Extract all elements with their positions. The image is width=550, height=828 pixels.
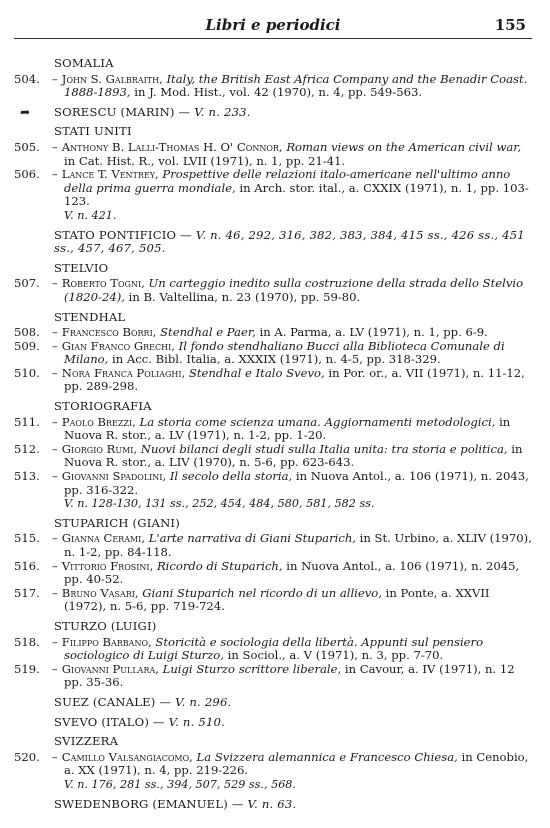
entry-publication: in Sociol., a. V (1971), n. 3, pp. 7-70. — [223, 648, 444, 663]
entry-publication: in Nuova R. stor., a. LIV (1970), n. 5-6, pp. 623-643. — [64, 441, 523, 470]
heading-text: SORESCU (MARIN) — — [54, 104, 191, 119]
entry-number: 519. — [14, 661, 40, 676]
section-heading — [54, 798, 532, 812]
bibliography-entry — [14, 367, 532, 394]
heading-text: SVEVO (ITALO) — — [54, 714, 165, 729]
entry-title: La Svizzera alemannica e Francesco Chiesa, — [196, 749, 458, 764]
entry-dash: – — [52, 441, 58, 456]
page-number: 155 — [494, 16, 526, 34]
entry-title: Giani Stuparich nel ricordo di un allievo, — [142, 585, 382, 600]
entry-dash: – — [52, 634, 58, 649]
entry-title: Il fondo stendhaliano Bucci alla Biblioteca Comunale di Milano, — [64, 338, 505, 367]
entry-author: John S. Galbraith, — [61, 71, 163, 86]
entry-cross-reference: V. n. 421. — [64, 208, 117, 222]
cross-reference: V. n. 63. — [247, 796, 297, 811]
entry-author: Lance T. Ventrey, — [61, 167, 159, 182]
entry-publication: in A. Parma, a. LV (1971), n. 1, pp. 6-9. — [255, 325, 488, 340]
heading-text: SOMALIA — [54, 56, 114, 70]
entry-author: Anthony B. Lalli-Thomas H. O' Connor, — [61, 139, 283, 154]
bibliography-entry — [14, 73, 532, 100]
entry-author: Giovanni Spadolini, — [61, 469, 167, 484]
entry-number: 506. — [14, 167, 40, 182]
entry-cross-reference: V. n. 128-130, 131 ss., 252, 454, 484, 580, 581, 582 ss. — [64, 497, 375, 511]
entry-publication: in Cavour, a. IV (1971), n. 12 pp. 35-36. — [64, 661, 515, 690]
page-header — [14, 14, 532, 39]
entry-dash: – — [52, 558, 58, 573]
section-heading — [54, 735, 532, 749]
cross-reference: V. n. 233. — [194, 104, 251, 119]
entry-author: Gianna Cerami, — [61, 531, 146, 546]
entry-number: 511. — [14, 414, 40, 429]
entry-author: Filippo Barbano, — [61, 634, 152, 649]
entry-author: Paolo Brezzi, — [61, 414, 136, 429]
section-heading — [54, 400, 532, 414]
entry-cross-reference: V. n. 176, 281 ss., 394, 507, 529 ss., 568. — [64, 777, 296, 791]
heading-text: STATO PONTIFICIO — — [54, 227, 192, 242]
entry-dash: – — [52, 749, 58, 764]
bibliography-entry — [14, 443, 532, 470]
cross-reference: V. n. 296. — [175, 694, 232, 709]
entry-dash: – — [52, 365, 58, 380]
entry-title: Italy, the British East Africa Company and the Benadir Coast. 1888-1893, — [64, 71, 528, 100]
entry-number: 520. — [14, 749, 40, 764]
bibliography-entry — [14, 470, 532, 497]
entry-publication: in Nuova Antol., a. 106 (1971), n. 2045, pp. 40-52. — [64, 558, 520, 587]
heading-text: STENDHAL — [54, 309, 126, 324]
margin-mark-icon: ➦ — [20, 104, 31, 119]
running-title: Libri e periodici — [205, 16, 341, 34]
entry-author: Giorgio Rumi, — [61, 441, 138, 456]
bibliography-entry — [14, 532, 532, 559]
entry-publication: in B. Valtellina, n. 23 (1970), pp. 59-80. — [124, 289, 361, 304]
entry-dash: – — [52, 469, 58, 484]
entry-title: Stendhal e Paer, — [160, 325, 256, 340]
entry-title: Prospettive delle relazioni italo-americane nell'ultimo anno della prima guerra mondiale, — [64, 167, 511, 195]
entry-publication: in Cat. Hist. R., vol. LVII (1971), n. 1, pp. 21-41. — [64, 153, 346, 168]
entry-title: L'arte narrativa di Giani Stuparich, — [148, 531, 356, 546]
entry-author: Camillo Valsangiacomo, — [61, 749, 193, 764]
heading-text: STORIOGRAFIA — [54, 399, 152, 414]
entry-dash: – — [52, 325, 58, 340]
bibliography-entry — [14, 340, 532, 367]
entry-number: 517. — [14, 585, 40, 600]
heading-text: STUPARICH (GIANI) — [54, 515, 180, 530]
entry-author: Gian Franco Grechi, — [61, 338, 175, 353]
entry-publication: in Nuova Antol., a. 106 (1971), n. 2043, pp. 316-322. — [64, 469, 529, 497]
bibliography-entry — [14, 168, 532, 209]
bibliography-entry — [14, 663, 532, 690]
entry-publication: in J. Mod. Hist., vol. 42 (1970), n. 4, pp. 549-563. — [130, 85, 423, 100]
entry-author: Bruno Vasari, — [61, 585, 139, 600]
bibliography-entry — [14, 277, 532, 304]
bibliography-entry — [14, 141, 532, 168]
entry-dash: – — [52, 531, 58, 546]
section-heading — [54, 262, 532, 276]
entry-number: 507. — [14, 276, 40, 291]
entry-publication: in St. Urbino, a. XLIV (1970), n. 1-2, pp. 84-118. — [64, 531, 532, 559]
section-heading — [54, 311, 532, 325]
bibliography-entry — [14, 636, 532, 663]
section-heading — [54, 716, 532, 730]
entry-title: Stendhal e Italo Svevo, — [188, 365, 325, 380]
entry-number: 513. — [14, 469, 40, 484]
entry-number: 512. — [14, 441, 40, 456]
entry-dash: – — [52, 71, 58, 86]
entry-dash: – — [52, 338, 58, 353]
entry-number: 515. — [14, 531, 40, 546]
heading-text: STELVIO — [54, 260, 109, 275]
entry-number: 518. — [14, 634, 40, 649]
entry-author: Francesco Borri, — [61, 325, 157, 340]
entry-title: Nuovi bilanci degli studi sulla Italia unita: tra storia e politica, — [140, 441, 508, 456]
heading-text: SUEZ (CANALE) — — [54, 694, 172, 709]
entry-title: Roman views on the American civil war, — [286, 139, 522, 154]
bibliography-entry — [14, 326, 532, 340]
entry-author: Nora Franca Poliaghi, — [61, 365, 186, 380]
entry-dash: – — [52, 661, 58, 676]
entry-title: Un carteggio inedito sulla costruzione della strada dello Stelvio (1820-24), — [64, 276, 524, 304]
entry-publication: in Cenobio, a. XX (1971), n. 4, pp. 219-226. — [64, 749, 529, 778]
entry-title: Il secolo della storia, — [169, 469, 293, 484]
bibliography-entry — [14, 416, 532, 443]
entry-author: Vittorio Frosini, — [61, 558, 154, 573]
entry-number: 504. — [14, 71, 40, 86]
entry-publication: in Nuova R. stor., a. LV (1971), n. 1-2, pp. 1-20. — [64, 414, 511, 443]
entry-number: 505. — [14, 139, 40, 154]
entry-author: Giovanni Pullara, — [61, 661, 159, 676]
entry-number: 516. — [14, 558, 40, 573]
bibliography-entry — [14, 560, 532, 587]
entry-publication: in Por. or., a. VII (1971), n. 11-12, pp. 289-298. — [64, 365, 525, 394]
section-heading — [54, 229, 532, 256]
entry-publication: in Ponte, a. XXVII (1972), n. 5-6, pp. 719-724. — [64, 585, 490, 614]
entry-author: Roberto Togni, — [61, 276, 145, 291]
entry-dash: – — [52, 414, 58, 429]
cross-reference: V. n. 510. — [168, 714, 225, 729]
bibliography-entry — [14, 751, 532, 778]
section-heading — [54, 620, 532, 634]
bibliography-entry — [14, 587, 532, 614]
cross-reference: V. n. 46, 292, 316, 382, 383, 384, 415 ss., 426 ss., 451 ss., 457, 467, 505. — [54, 227, 525, 256]
entry-title: Ricordo di Stuparich, — [156, 558, 283, 573]
heading-text: STURZO (LUIGI) — [54, 618, 157, 633]
bibliography-list — [14, 57, 532, 811]
section-heading — [54, 517, 532, 531]
section-heading — [54, 57, 532, 71]
entry-number: 508. — [14, 325, 40, 340]
entry-dash: – — [52, 276, 58, 291]
entry-publication: in Acc. Bibl. Italia, a. XXXIX (1971), n. 4-5, pp. 318-329. — [108, 352, 441, 367]
entry-number: 509. — [14, 338, 40, 353]
heading-text: STATI UNITI — [54, 124, 132, 139]
entry-dash: – — [52, 139, 58, 154]
section-heading — [20, 104, 532, 120]
entry-title: Storicità e sociologia della libertà. Appunti sul pensiero sociologico di Luigi Sturzo, — [64, 634, 484, 663]
entry-dash: – — [52, 167, 58, 182]
entry-title: Luigi Sturzo scrittore liberale, — [162, 661, 342, 676]
heading-text: SVIZZERA — [54, 734, 119, 749]
entry-title: La storia come scienza umana. Aggiornamenti metodologici, — [139, 414, 496, 429]
entry-number: 510. — [14, 365, 40, 380]
section-heading — [54, 125, 532, 139]
entry-publication: in Arch. stor. ital., a. CXXIX (1971), n. 1, pp. 103-123. — [64, 180, 529, 209]
heading-text: SWEDENBORG (EMANUEL) — — [54, 796, 244, 811]
entry-dash: – — [52, 585, 58, 600]
section-heading — [54, 696, 532, 710]
